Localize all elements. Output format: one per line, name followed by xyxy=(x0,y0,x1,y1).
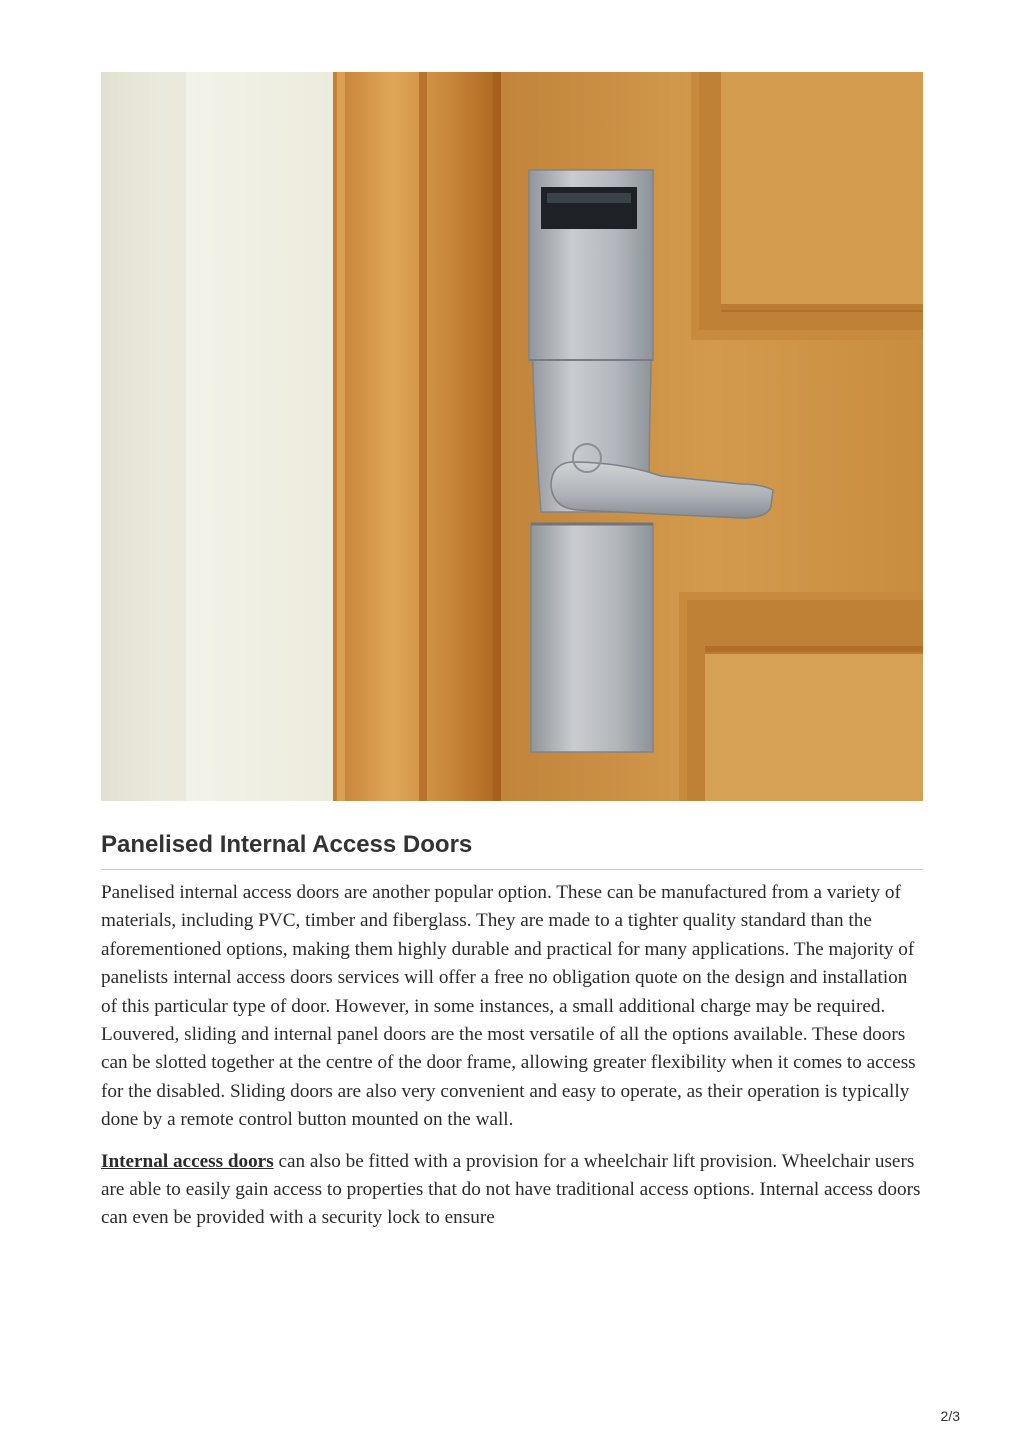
door-lock-photo xyxy=(101,72,923,801)
page-number: 2/3 xyxy=(940,1408,960,1424)
internal-access-doors-link[interactable]: Internal access doors xyxy=(101,1150,274,1172)
paragraph-wheelchair-text: can also be fitted with a provision for a wheelchair lift provision. Wheelchair users are able to easily gain access to properties that do not have traditional access options. Internal access doors can even be provided with a security lock to ensure xyxy=(101,1150,921,1229)
paragraph-wheelchair xyxy=(101,1148,923,1233)
article-body xyxy=(101,879,923,1233)
section-heading: Panelised Internal Access Doors xyxy=(101,831,473,858)
paragraph-louvered: Louvered, sliding and internal panel doors are the most versatile of all the options available. These doors can be slotted together at the centre of the door frame, allowing greater flexibility when it comes to access for the disabled. Sliding doors are also very convenient and easy to operate, as their operation is typically done by a remote control button mounted on the wall. xyxy=(101,1024,916,1131)
door-lock-icon xyxy=(101,72,923,801)
paragraph-panelised: Panelised internal access doors are another popular option. These can be manufactured from a variety of materials, including PVC, timber and fiberglass. They are made to a tighter quality standard than the aforementioned options, making them highly durable and practical for many applications. The majority of panelists internal access doors services will offer a free no obligation quote on the design and installation of this particular type of door. However, in some instances, a small additional charge may be required. xyxy=(101,882,915,1017)
heading-divider xyxy=(101,869,923,870)
